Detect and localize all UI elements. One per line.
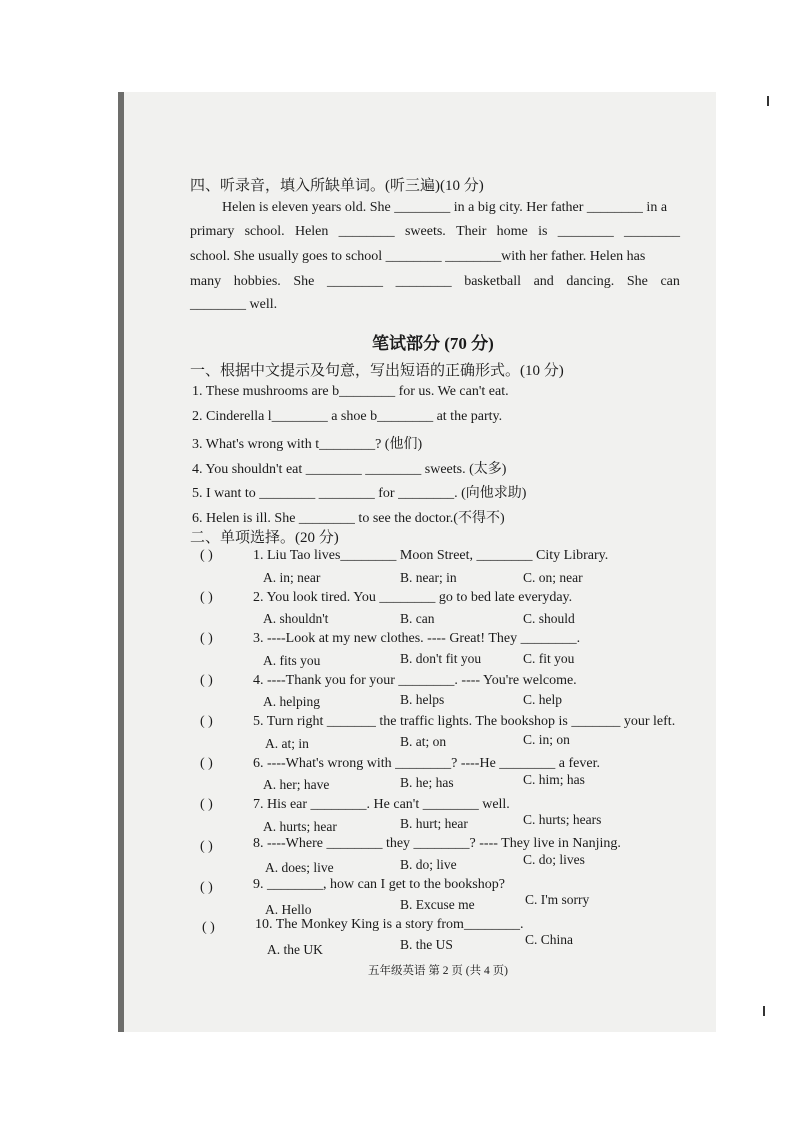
question-6: 6. ----What's wrong with ________? ----He ________ a fever. [253, 756, 600, 771]
word: She [626, 274, 648, 289]
written-title: 笔试部分 (70 分) [372, 334, 494, 353]
option-b: B. helps [400, 692, 445, 707]
option-a: A. hurts; hear [263, 819, 337, 834]
paper-edge-shadow [118, 92, 124, 1032]
answer-paren: ( ) [202, 920, 215, 935]
option-c: C. do; lives [523, 852, 585, 867]
option-b: B. hurt; hear [400, 816, 468, 831]
question-4: 4. ----Thank you for your ________. ---- You're welcome. [253, 673, 577, 688]
question-8: 8. ----Where ________ they ________? ---- They live in Nanjing. [253, 836, 621, 851]
option-c: C. hurts; hears [523, 812, 602, 827]
option-a: A. helping [263, 694, 320, 709]
part1-item-1: 1. These mushrooms are b________ for us. We can't eat. [192, 384, 509, 399]
part1-item-6: 6. Helen is ill. She ________ to see the doctor.(不得不) [192, 511, 505, 526]
word: hobbies. [233, 274, 281, 289]
scan-mark-bottom [763, 1006, 765, 1016]
word: ________ [623, 224, 680, 239]
listening-line-3: school. She usually goes to school ________ ________with her father. Helen has [190, 249, 646, 264]
scan-mark-top [767, 96, 769, 106]
answer-paren: ( ) [200, 548, 213, 563]
question-7: 7. His ear ________. He can't ________ well. [253, 797, 510, 812]
answer-paren: ( ) [200, 673, 213, 688]
option-b: B. near; in [400, 570, 457, 585]
word: and [533, 274, 554, 289]
question-2: 2. You look tired. You ________ go to bed late everyday. [253, 590, 573, 605]
word: many [190, 274, 222, 289]
option-a: A. does; live [265, 860, 334, 875]
listening-line-4 [190, 274, 680, 290]
word: basketball [464, 274, 521, 289]
option-b: B. do; live [400, 857, 457, 872]
question-3: 3. ----Look at my new clothes. ---- Great! They ________. [253, 631, 581, 646]
answer-paren: ( ) [200, 631, 213, 646]
part1-item-2: 2. Cinderella l________ a shoe b________ at the party. [192, 409, 503, 424]
answer-paren: ( ) [200, 797, 213, 812]
word: ________ [327, 274, 383, 289]
word: school. [244, 224, 285, 239]
word: ________ [557, 224, 614, 239]
option-a: A. the UK [267, 942, 323, 957]
option-b: B. can [400, 611, 435, 626]
word: primary [190, 224, 235, 239]
option-c: C. on; near [523, 570, 583, 585]
word: Helen [294, 224, 329, 239]
answer-paren: ( ) [200, 756, 213, 771]
option-c: C. I'm sorry [525, 892, 590, 907]
word: can [660, 274, 680, 289]
option-a: A. in; near [263, 570, 321, 585]
part1-item-5: 5. I want to ________ ________ for ________. (向他求助) [192, 486, 527, 501]
word: ________ [338, 224, 395, 239]
option-c: C. help [523, 692, 562, 707]
part1-item-3: 3. What's wrong with t________? (他们) [192, 437, 423, 452]
part1-heading: 一、根据中文提示及句意，写出短语的正确形式。(10 分) [190, 363, 564, 379]
word: dancing. [566, 274, 615, 289]
option-a: A. her; have [263, 777, 330, 792]
option-c: C. in; on [523, 732, 570, 747]
listening-line-5: ________ well. [190, 297, 278, 312]
answer-paren: ( ) [200, 590, 213, 605]
question-1: 1. Liu Tao lives________ Moon Street, ________ City Library. [253, 548, 609, 563]
word: home [496, 224, 528, 239]
option-a: A. at; in [265, 736, 309, 751]
question-5: 5. Turn right _______ the traffic lights. The bookshop is _______ your left. [253, 714, 676, 729]
listening-line-2 [190, 224, 680, 240]
option-b: B. Excuse me [400, 897, 475, 912]
option-b: B. he; has [400, 775, 454, 790]
word: ________ [395, 274, 452, 289]
word: Their [456, 224, 487, 239]
word: She [293, 274, 315, 289]
word: sweets. [404, 224, 446, 239]
option-b: B. the US [400, 937, 453, 952]
option-a: A. Hello [265, 902, 312, 917]
option-a: A. shouldn't [263, 611, 329, 626]
option-b: B. don't fit you [400, 651, 482, 666]
option-b: B. at; on [400, 734, 447, 749]
answer-paren: ( ) [200, 839, 213, 854]
option-c: C. him; has [523, 772, 585, 787]
page-footer: 五年级英语 第 2 页 (共 4 页) [368, 965, 508, 977]
part1-item-4: 4. You shouldn't eat ________ ________ sweets. (太多) [192, 462, 507, 477]
answer-paren: ( ) [200, 880, 213, 895]
option-c: C. fit you [523, 651, 575, 666]
listening-line-1: Helen is eleven years old. She ________ in a big city. Her father ________ in a [222, 200, 668, 215]
option-c: C. China [525, 932, 574, 947]
option-a: A. fits you [263, 653, 321, 668]
question-10: 10. The Monkey King is a story from________. [255, 917, 524, 932]
answer-paren: ( ) [200, 714, 213, 729]
listening-heading: 四、听录音，填入所缺单词。(听三遍)(10 分) [190, 178, 484, 194]
word: is [538, 224, 548, 239]
option-c: C. should [523, 611, 575, 626]
part2-heading: 二、单项选择。(20 分) [190, 530, 339, 546]
question-9: 9. ________, how can I get to the bookshop? [253, 877, 505, 892]
